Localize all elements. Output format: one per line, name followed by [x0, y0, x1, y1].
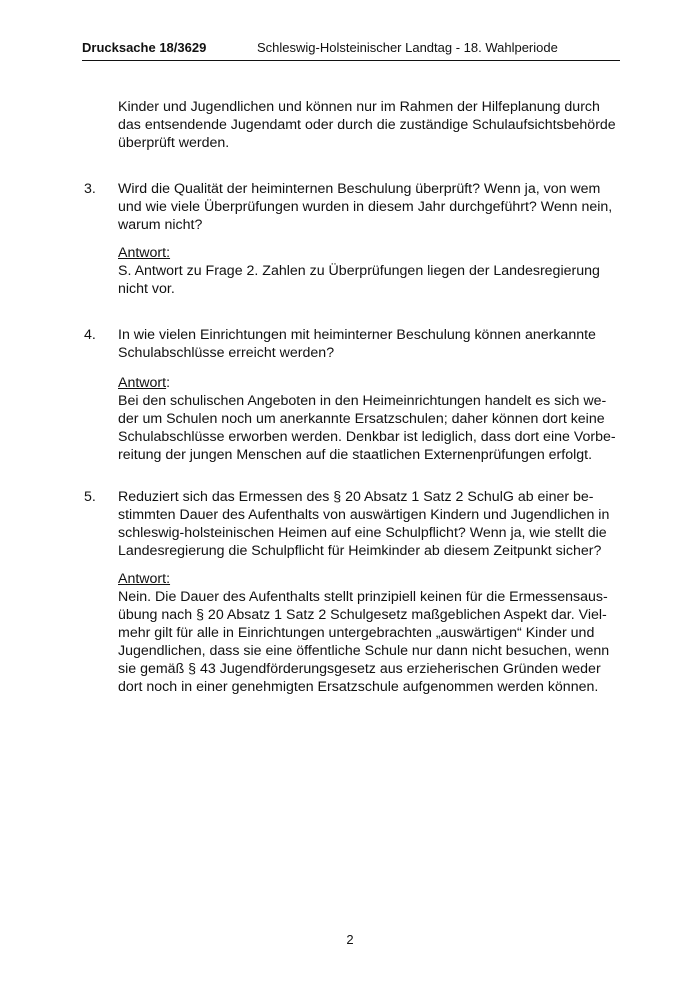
text-line: der um Schulen noch um anerkannte Ersatzschulen; daher können dort keine — [118, 411, 605, 427]
answer-5 — [118, 570, 618, 696]
text-line: Wird die Qualität der heiminternen Beschulung überprüft? Wenn ja, von wem — [118, 181, 601, 197]
question-number: 4. — [84, 327, 96, 343]
continuation-paragraph — [118, 98, 618, 152]
text-line: warum nicht? — [118, 217, 203, 233]
document-number: Drucksache 18/3629 — [82, 40, 207, 55]
question-3-text — [118, 180, 618, 234]
page-number: 2 — [346, 932, 354, 947]
answer-label-line — [118, 244, 618, 262]
text-line: dort noch in einer genehmigten Ersatzschule aufgenommen werden können. — [118, 679, 599, 695]
answer-label-line — [118, 374, 618, 392]
text-line: übung nach § 20 Absatz 1 Satz 2 Schulgesetz maßgeblichen Aspekt dar. Viel- — [118, 607, 607, 623]
answer-label-tail: : — [166, 375, 171, 391]
text-line: und wie viele Überprüfungen wurden in diesem Jahr durchgeführt? Wenn nein, — [118, 199, 613, 215]
text-line: sie gemäß § 43 Jugendförderungsgesetz aus erzieherischen Gründen weder — [118, 661, 601, 677]
text-line: Kinder und Jugendlichen und können nur im Rahmen der Hilfeplanung durch — [118, 99, 600, 115]
answer-4 — [118, 374, 618, 464]
parliament-title: Schleswig-Holsteinischer Landtag - 18. Wahlperiode — [257, 40, 558, 55]
question-number: 5. — [84, 489, 96, 505]
question-number: 3. — [84, 181, 96, 197]
text-line: überprüft werden. — [118, 135, 230, 151]
text-line: nicht vor. — [118, 281, 175, 297]
text-line: reitung der jungen Menschen auf die staatlichen Externenprüfungen erfolgt. — [118, 447, 593, 463]
text-line: In wie vielen Einrichtungen mit heiminterner Beschulung können anerkannte — [118, 327, 596, 343]
text-line: Nein. Die Dauer des Aufenthalts stellt prinzipiell keinen für die Ermessensaus- — [118, 589, 608, 605]
text-line: schleswig-holsteinischen Heimen auf eine Schulpflicht? Wenn ja, wie stellt die — [118, 525, 607, 541]
text-line: Bei den schulischen Angeboten in den Heimeinrichtungen handelt es sich we- — [118, 393, 607, 409]
answer-3 — [118, 244, 618, 298]
text-line: Reduziert sich das Ermessen des § 20 Absatz 1 Satz 2 SchulG ab einer be- — [118, 489, 594, 505]
text-line: das entsendende Jugendamt oder durch die zuständige Schulaufsichtsbehörde — [118, 117, 616, 133]
answer-label: Antwort — [118, 375, 167, 391]
text-line: Landesregierung die Schulpflicht für Heimkinder ab diesem Zeitpunkt sicher? — [118, 543, 602, 559]
text-line: mehr gilt für alle in Einrichtungen untergebrachten „auswärtigen“ Kinder und — [118, 625, 595, 641]
text-line: S. Antwort zu Frage 2. Zahlen zu Überprüfungen liegen der Landesregierung — [118, 263, 600, 279]
text-line: Jugendlichen, dass sie eine öffentliche Schule nur dann nicht besuchen, wenn — [118, 643, 610, 659]
page-header — [82, 40, 620, 61]
answer-label: Antwort: — [118, 245, 171, 261]
question-5-text — [118, 488, 618, 560]
question-4-text — [118, 326, 618, 362]
answer-label: Antwort: — [118, 571, 171, 587]
answer-label-line — [118, 570, 618, 588]
text-line: stimmten Dauer des Aufenthalts von auswärtigen Kindern und Jugendlichen in — [118, 507, 610, 523]
text-line: Schulabschlüsse erreicht werden? — [118, 345, 335, 361]
text-line: Schulabschlüsse erworben werden. Denkbar ist lediglich, dass dort eine Vorbe- — [118, 429, 616, 445]
